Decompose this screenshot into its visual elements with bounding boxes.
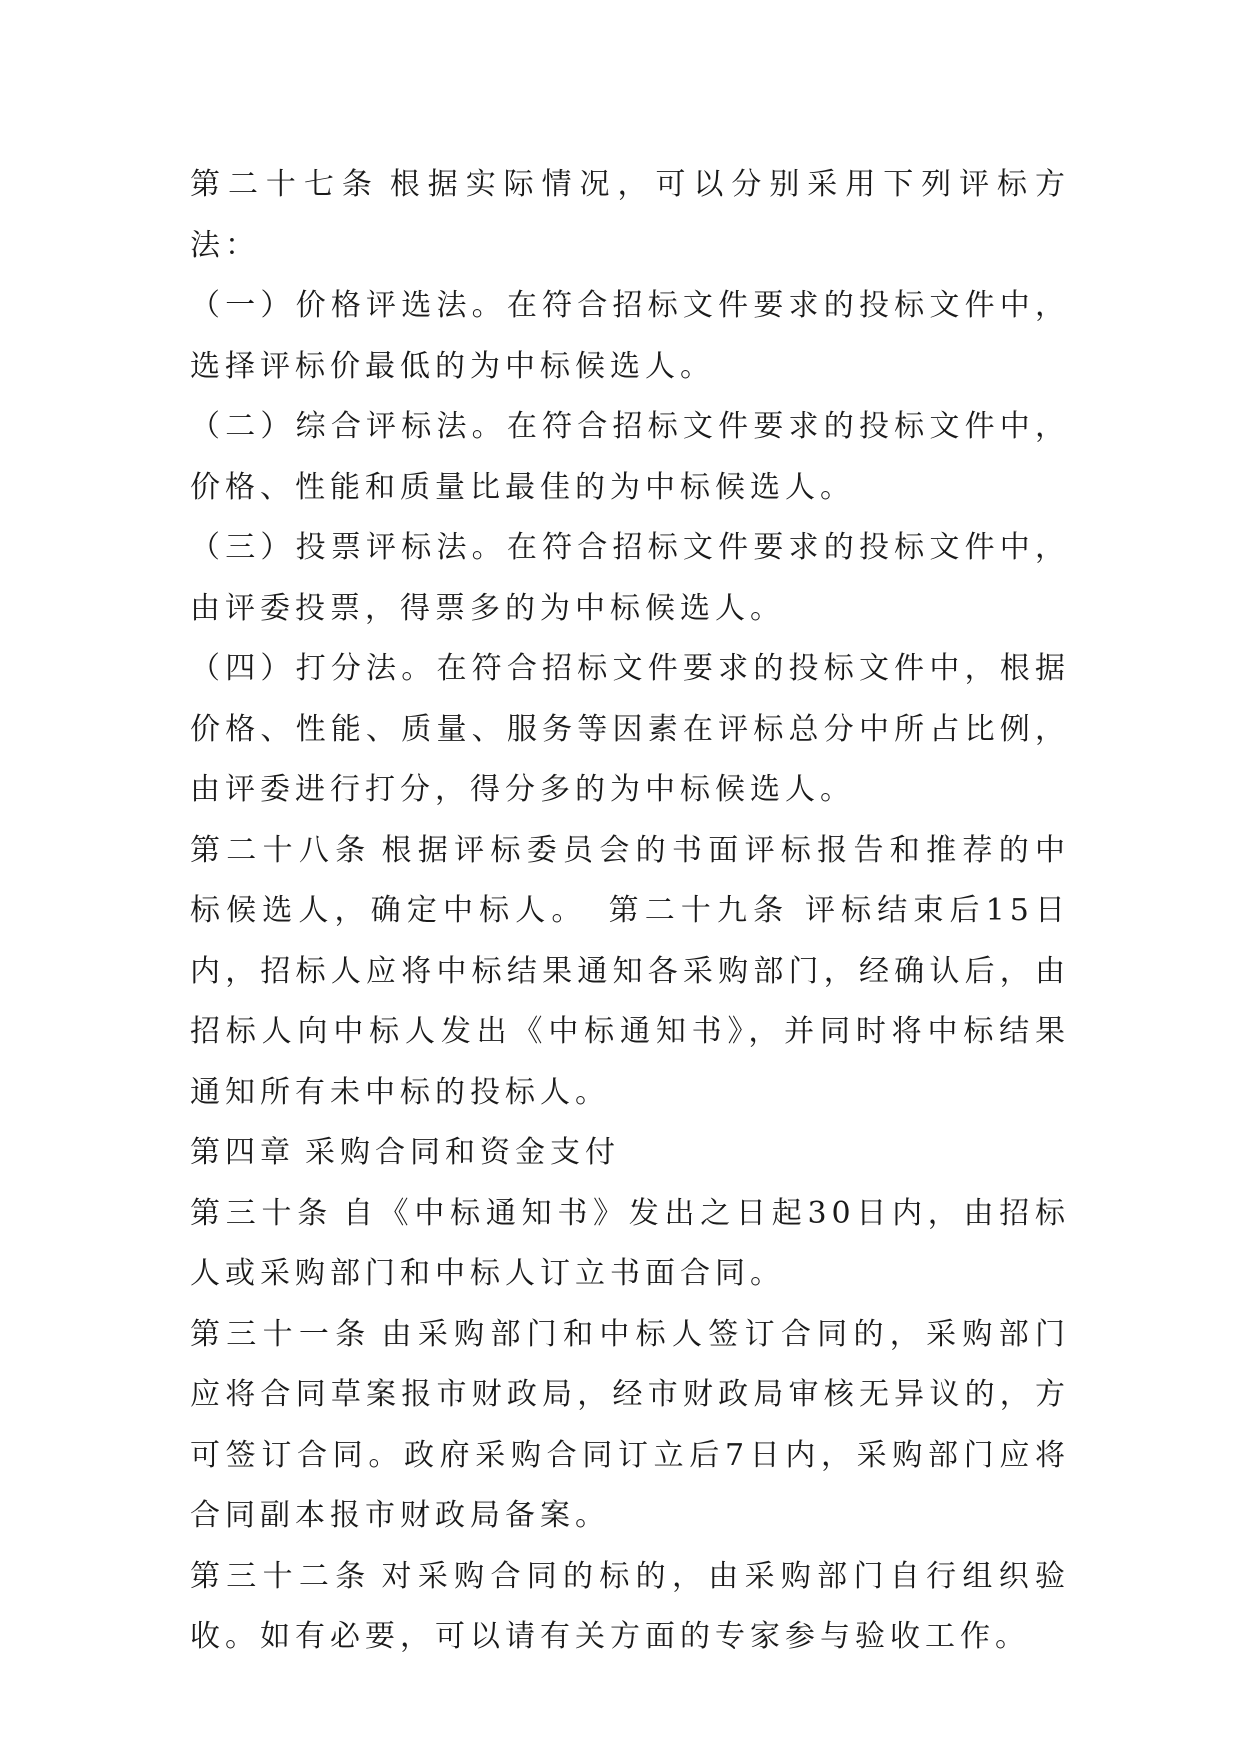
- paragraph-article-28-29: [190, 821, 1070, 1124]
- article-heading: 第三十二条: [190, 1558, 372, 1594]
- chapter-title-text: 采购合同和资金支付: [305, 1135, 620, 1170]
- paragraph-method-2: [190, 397, 1070, 518]
- article-heading: 第二十七条: [190, 167, 380, 202]
- paragraph-method-3: [190, 518, 1070, 639]
- paragraph-method-1: [190, 276, 1070, 397]
- chapter-heading: 第四章: [190, 1135, 295, 1170]
- paragraph-article-30: [190, 1184, 1070, 1305]
- article-heading: 第三十一条: [190, 1316, 372, 1352]
- paragraph-text: 根据实际情况，可以分别采用下列评标方法：: [190, 167, 1071, 263]
- paragraph-text: 自《中标通知书》发出之日起30日内，由招标人或采购部门和中标人订立书面合同。: [190, 1195, 1070, 1291]
- paragraph-text: 对采购合同的标的，由采购部门自行组织验收。如有必要，可以请有关方面的专家参与验收工作。: [190, 1558, 1071, 1654]
- document-body: [190, 155, 1070, 1668]
- paragraph-text: 根据评标委员会的书面评标报告和推荐的中标候选人，确定中标人。 第二十九条 评标结束后15日内，招标人应将中标结果通知各采购部门，经确认后，由招标人向中标人发出《中标通知书》，并同时将中标结果通知所有未中标的投标人。: [190, 832, 1071, 1110]
- paragraph-article-31: [190, 1305, 1070, 1547]
- paragraph-text: （一）价格评选法。在符合招标文件要求的投标文件中，选择评标价最低的为中标候选人。: [190, 288, 1070, 384]
- paragraph-text: （四）打分法。在符合招标文件要求的投标文件中，根据价格、性能、质量、服务等因素在评标总分中所占比例，由评委进行打分，得分多的为中标候选人。: [190, 651, 1070, 807]
- paragraph-method-4: [190, 639, 1070, 821]
- paragraph-text: （三）投票评标法。在符合招标文件要求的投标文件中，由评委投票，得票多的为中标候选人。: [190, 530, 1070, 626]
- paragraph-text: 由采购部门和中标人签订合同的，采购部门应将合同草案报市财政局，经市财政局审核无异议的，方可签订合同。政府采购合同订立后7日内，采购部门应将合同副本报市财政局备案。: [190, 1316, 1071, 1533]
- article-heading: 第二十八条: [190, 832, 372, 868]
- chapter-4-title: [190, 1123, 1070, 1184]
- paragraph-article-32: [190, 1547, 1070, 1668]
- paragraph-text: （二）综合评标法。在符合招标文件要求的投标文件中，价格、性能和质量比最佳的为中标候选人。: [190, 409, 1070, 505]
- paragraph-article-27: [190, 155, 1070, 276]
- article-heading: 第三十条: [190, 1195, 333, 1231]
